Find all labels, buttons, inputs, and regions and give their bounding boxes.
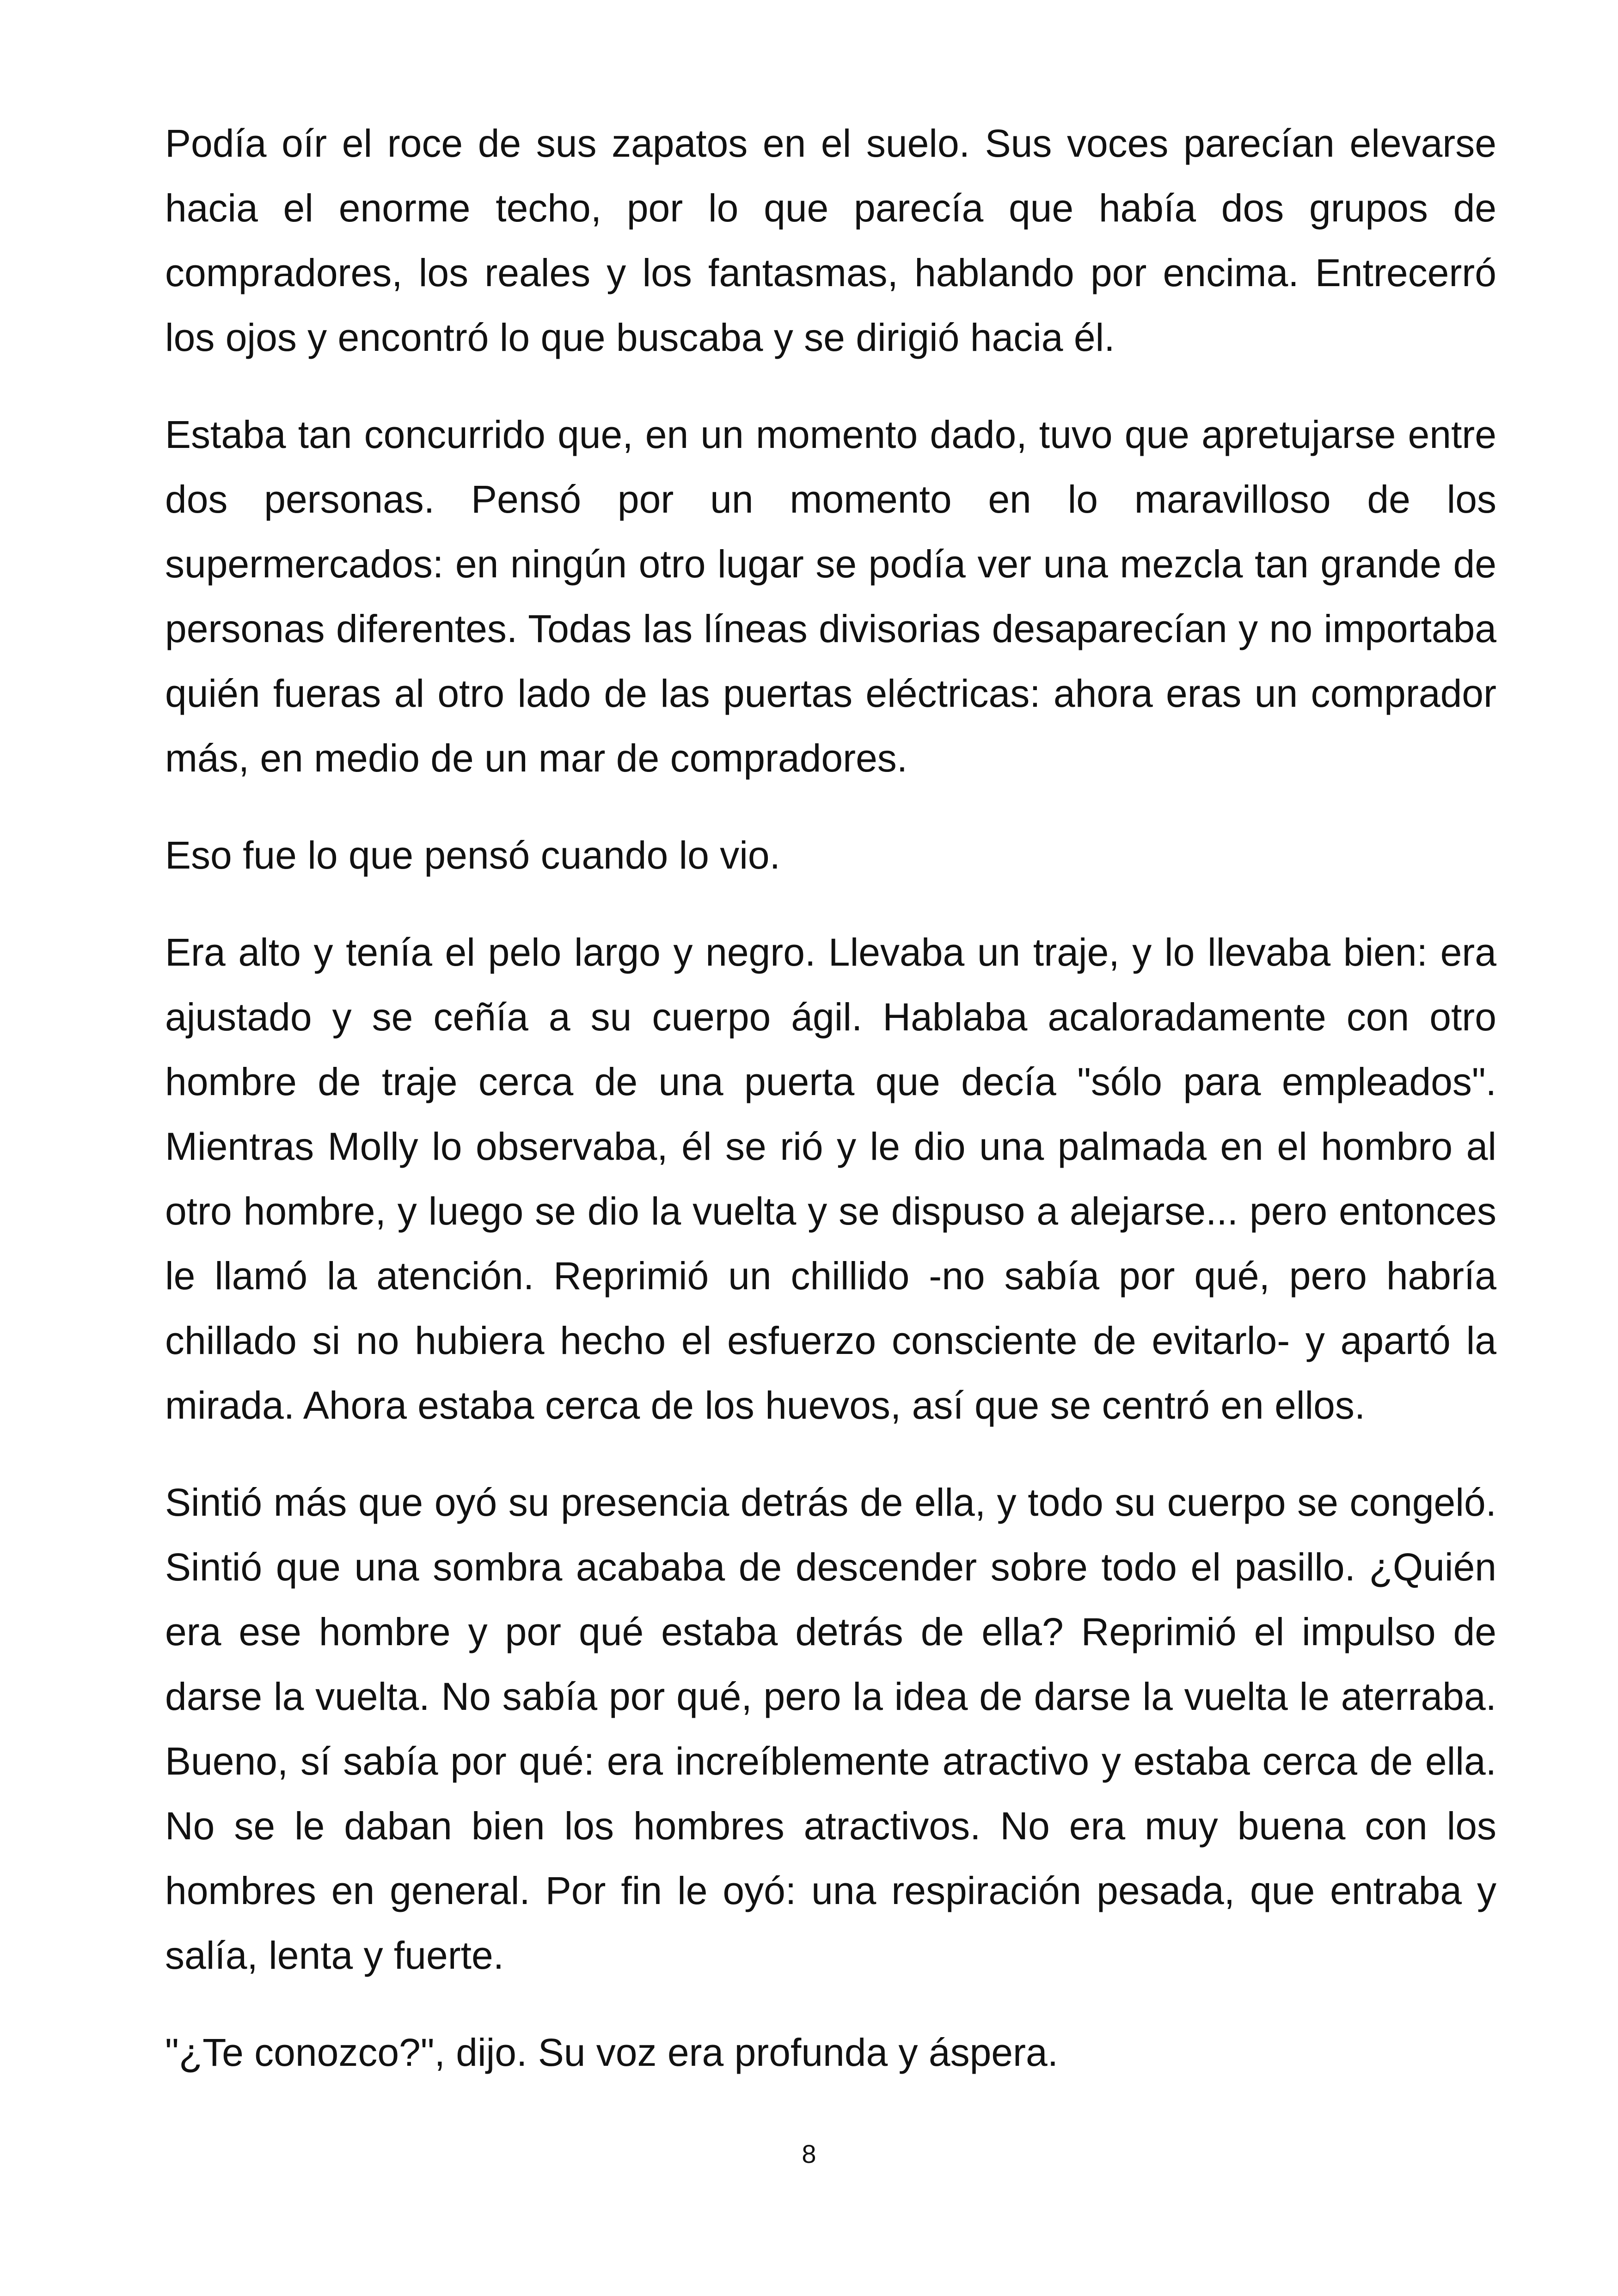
paragraph: Era alto y tenía el pelo largo y negro. Llevaba un traje, y lo llevaba bien: era ajustado y se ceñía a su cuerpo ágil. Hablaba acaloradamente con otro hombre de traje cerca de una puerta que decía "sólo para empleados". Mientras Molly lo observaba, él se rió y le dio una palmada en el hombro al otro hombre, y luego se dio la vuelta y se dispuso a alejarse... pero entonces le llamó la atención. Reprimió un chillido -no sabía por qué, pero habría chillado si no hubiera hecho el esfuerzo consciente de evitarlo- y apartó la mirada. Ahora estaba cerca de los huevos, así que se centró en ellos. (165, 931, 1496, 1427)
paragraph: Estaba tan concurrido que, en un momento dado, tuvo que apretujarse entre dos personas. Pensó por un momento en lo maravilloso de los supermercados: en ningún otro lugar se podía ver una mezcla tan grande de personas diferentes. Todas las líneas divisorias desaparecían y no importaba quién fueras al otro lado de las puertas eléctricas: ahora eras un comprador más, en medio de un mar de compradores. (165, 413, 1496, 780)
paragraph: Sintió más que oyó su presencia detrás de ella, y todo su cuerpo se congeló. Sintió que una sombra acababa de descender sobre todo el pasillo. ¿Quién era ese hombre y por qué estaba detrás de ella? Reprimió el impulso de darse la vuelta. No sabía por qué, pero la idea de darse la vuelta le aterraba. Bueno, sí sabía por qué: era increíblemente atractivo y estaba cerca de ella. No se le daban bien los hombres atractivos. No era muy buena con los hombres en general. Por fin le oyó: una respiración pesada, que entraba y salía, lenta y fuerte. (165, 1481, 1496, 1977)
paragraph: Podía oír el roce de sus zapatos en el suelo. Sus voces parecían elevarse hacia el enorme techo, por lo que parecía que había dos grupos de compradores, los reales y los fantasmas, hablando por encima. Entrecerró los ojos y encontró lo que buscaba y se dirigió hacia él. (165, 122, 1496, 359)
paragraph: "¿Te conozco?", dijo. Su voz era profunda y áspera. (165, 2031, 1059, 2074)
paragraph: Eso fue lo que pensó cuando lo vio. (165, 833, 780, 877)
body-text (165, 111, 1496, 2085)
page-number: 8 (802, 2139, 816, 2168)
